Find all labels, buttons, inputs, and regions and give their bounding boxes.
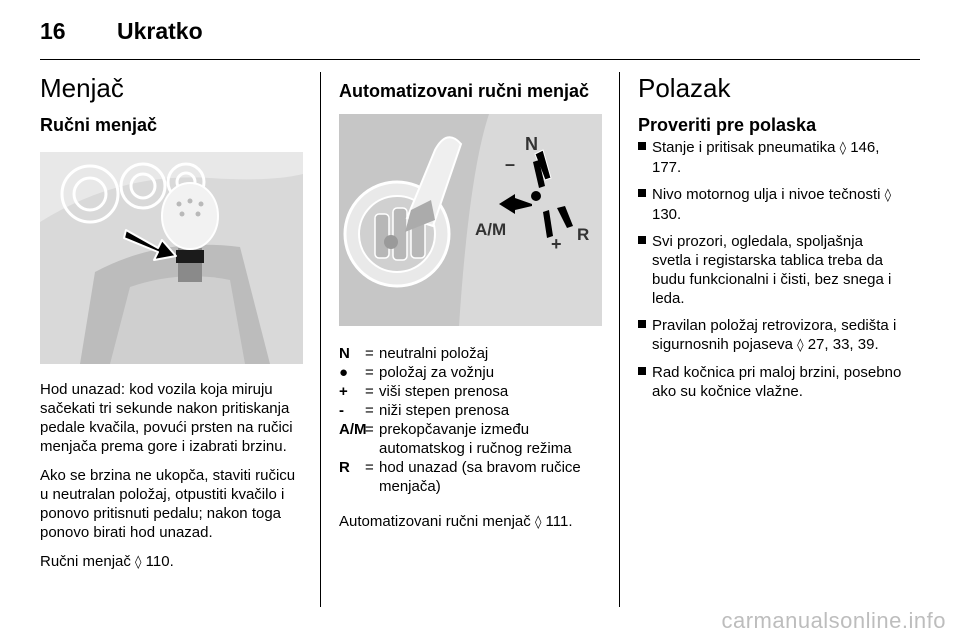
reverse-gear-retry-instruction: Ako se brzina ne ukopča, staviti ručicu u neutralan položaj, otpustiti kvačilo i ponovo pritisnuti pedalu; nakon toga ponovo birati hod unazad.: [40, 467, 296, 541]
legend-description: niži stepen prenosa: [379, 402, 510, 419]
legend-key: -: [339, 402, 344, 419]
legend-description: položaj za vožnju: [379, 364, 495, 381]
legend-key: A/M: [339, 421, 367, 438]
list-item: [638, 316, 906, 355]
legend-row: [339, 382, 605, 401]
legend-equals: =: [365, 364, 374, 381]
label-n: N: [525, 134, 538, 154]
item-text: Nivo motornog ulja i nivoe tečnosti: [652, 186, 881, 203]
legend-key: ●: [339, 364, 349, 381]
manual-gearbox-reference: [40, 552, 306, 572]
list-item: [638, 185, 906, 224]
running-title: Ukratko: [117, 18, 203, 44]
legend-description: viši stepen prenosa: [379, 383, 509, 400]
page-number: 16: [40, 18, 66, 44]
automated-gearbox-reference: [339, 512, 605, 532]
item-refs: 130.: [652, 206, 682, 223]
square-bullet-icon: [638, 367, 646, 375]
legend-key: +: [339, 383, 348, 400]
legend-row: [339, 458, 605, 496]
page-reference-icon: ◊: [534, 515, 542, 530]
section-title-gearbox: Menjač: [40, 73, 124, 103]
reference-page: 111.: [545, 513, 573, 530]
column-manual-gearbox: [40, 72, 306, 572]
label-am: A/M: [475, 220, 507, 239]
legend-row: [339, 420, 605, 458]
legend-equals: =: [365, 345, 374, 362]
legend-equals: =: [365, 402, 374, 419]
label-minus: –: [505, 154, 516, 174]
column-automated-gearbox: [339, 72, 605, 532]
legend-key: R: [339, 459, 350, 476]
legend-equals: =: [365, 383, 374, 400]
square-bullet-icon: [638, 189, 646, 197]
reference-text: Ručni menjač: [40, 553, 131, 570]
page-reference-icon: ◊: [135, 555, 142, 570]
square-bullet-icon: [638, 236, 646, 244]
page-header: [40, 18, 920, 58]
subsection-title-automated: Automatizovani ručni menjač: [339, 81, 590, 101]
item-refs: 146, 177.: [652, 139, 880, 176]
legend-key: N: [339, 345, 350, 362]
column-divider-1: [320, 72, 321, 607]
page-reference-icon: ◊: [797, 338, 804, 353]
legend-description: hod unazad (sa bravom ručice menjača): [379, 459, 581, 495]
square-bullet-icon: [638, 320, 646, 328]
item-text: Svi prozori, ogledala, spoljašnja svetla i registarska tablica treba da budu funkcionalni i čisti, bez snega i leda.: [652, 233, 892, 307]
item-refs: 27, 33, 39.: [807, 336, 879, 353]
item-text: Rad kočnica pri maloj brzini, posebno ako su kočnice vlažne.: [652, 364, 902, 400]
automated-gear-lever-drawing: [339, 114, 602, 326]
legend-row: [339, 363, 605, 382]
watermark: carmanualsonline.info: [721, 608, 946, 633]
gear-legend: [339, 344, 605, 496]
item-text: Stanje i pritisak pneumatika: [652, 139, 836, 156]
item-text: Pravilan položaj retrovizora, sedišta i sigurnosnih pojaseva: [652, 317, 897, 353]
column-divider-2: [619, 72, 620, 607]
subsection-title-checks: Proveriti pre polaska: [638, 115, 817, 135]
legend-row: [339, 344, 605, 363]
pre-start-checklist: [638, 138, 906, 401]
square-bullet-icon: [638, 142, 646, 150]
legend-description: prekopčavanje između automatskog i ručnog režima: [379, 421, 572, 457]
label-plus: +: [551, 234, 562, 254]
list-item: [638, 232, 906, 308]
page-reference-icon: ◊: [839, 141, 847, 156]
manual-gear-lever-drawing: [40, 152, 303, 364]
label-r: R: [577, 225, 590, 244]
reverse-gear-instruction: Hod unazad: kod vozila koja miruju sačekati tri sekunde nakon pritiskanja pedale kvačila, povući prsten na ručici menjača prema gore i izabrati brzinu.: [40, 381, 293, 455]
reference-page: 110.: [145, 553, 174, 570]
header-rule: [40, 59, 920, 60]
column-starting-off: [638, 72, 906, 401]
section-title-starting: Polazak: [638, 73, 731, 103]
subsection-title-manual: Ručni menjač: [40, 115, 158, 135]
page-reference-icon: ◊: [884, 188, 892, 203]
manual-gear-lever-illustration: [40, 152, 303, 364]
automated-gear-lever-illustration: [339, 114, 602, 326]
list-item: [638, 138, 906, 177]
legend-description: neutralni položaj: [379, 345, 489, 362]
legend-equals: =: [365, 421, 374, 438]
legend-row: [339, 401, 605, 420]
legend-equals: =: [365, 459, 374, 476]
reference-text: Automatizovani ručni menjač: [339, 513, 531, 530]
list-item: [638, 363, 906, 401]
